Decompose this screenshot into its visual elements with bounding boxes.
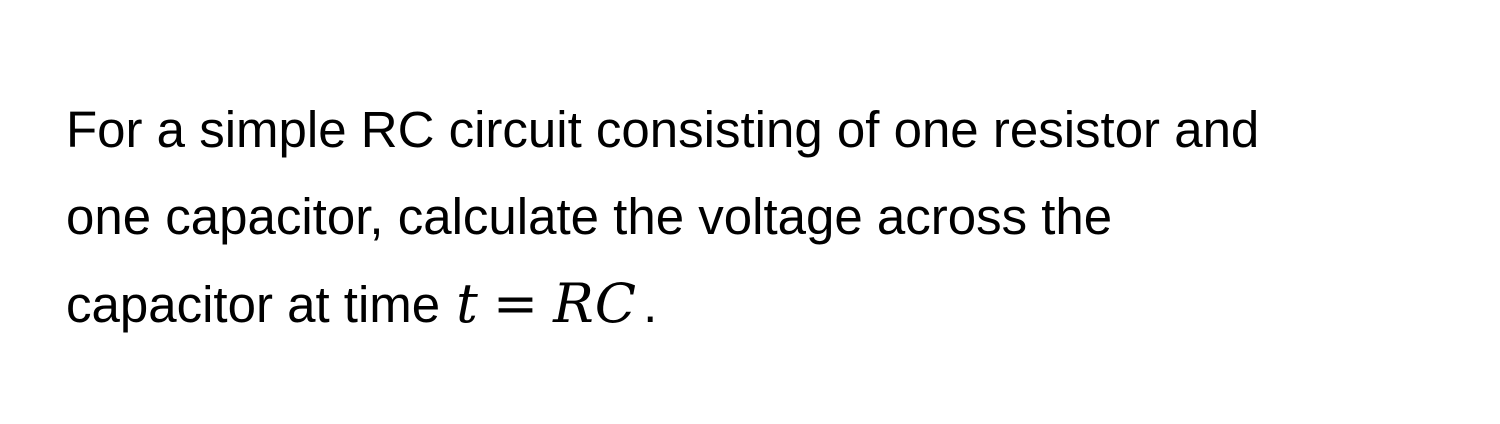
- question-text: [66, 86, 1466, 347]
- math-expression: [456, 272, 637, 335]
- math-variable: t: [456, 272, 479, 335]
- question-line-1: For a simple RC circuit consisting of one resistor and: [66, 101, 1260, 158]
- question-line-2: one capacitor, calculate the voltage across the: [66, 188, 1113, 245]
- math-rhs: RC: [553, 272, 638, 335]
- math-equals: =: [492, 272, 540, 335]
- question-line-3-prefix: capacitor at time: [66, 276, 441, 333]
- question-line-3-suffix: .: [643, 276, 658, 333]
- question-line-3: [66, 260, 1466, 347]
